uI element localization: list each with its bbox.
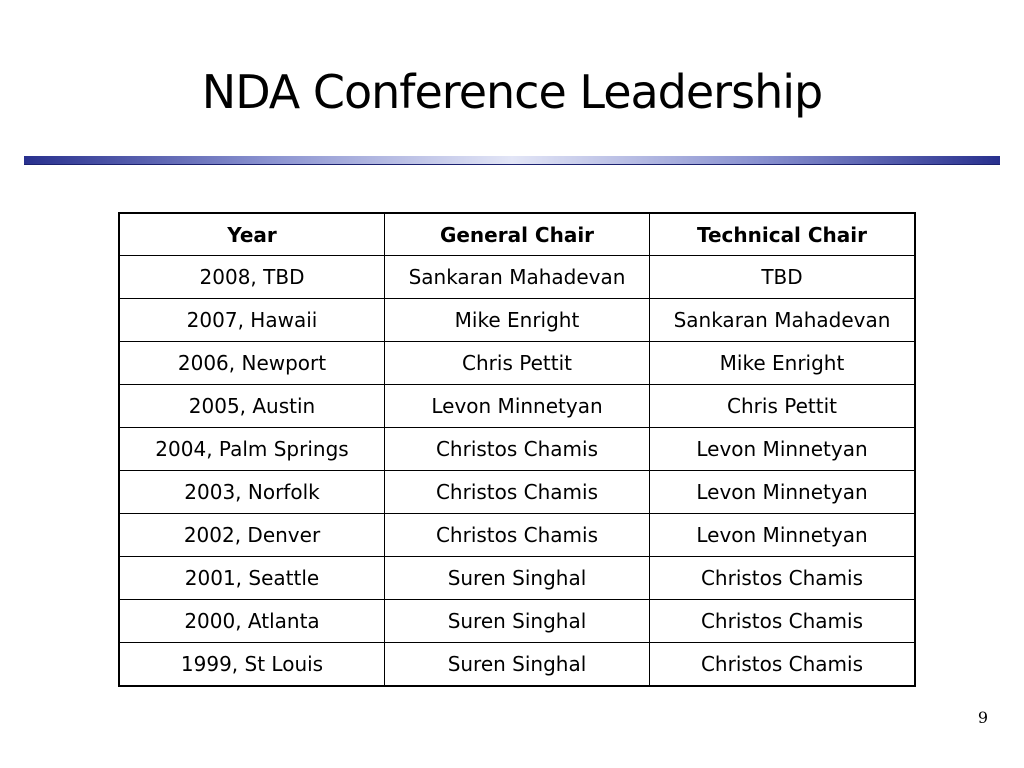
cell-technical-chair: Mike Enright [650, 342, 916, 385]
cell-general-chair: Chris Pettit [385, 342, 650, 385]
cell-general-chair: Suren Singhal [385, 600, 650, 643]
page-number: 9 [977, 708, 988, 727]
cell-technical-chair: Levon Minnetyan [650, 428, 916, 471]
cell-technical-chair: Sankaran Mahadevan [650, 299, 916, 342]
cell-technical-chair: Levon Minnetyan [650, 514, 916, 557]
header-technical-chair: Technical Chair [650, 213, 916, 256]
cell-technical-chair: Christos Chamis [650, 643, 916, 687]
table-row [119, 643, 915, 687]
cell-technical-chair: Christos Chamis [650, 600, 916, 643]
cell-year: 2002, Denver [119, 514, 385, 557]
cell-general-chair: Mike Enright [385, 299, 650, 342]
table-row [119, 471, 915, 514]
header-general-chair: General Chair [385, 213, 650, 256]
cell-year: 2008, TBD [119, 256, 385, 299]
cell-technical-chair: Christos Chamis [650, 557, 916, 600]
table-row [119, 385, 915, 428]
table-header-row [119, 213, 915, 256]
table-row [119, 299, 915, 342]
slide-title: NDA Conference Leadership [201, 65, 823, 119]
table-row [119, 600, 915, 643]
cell-general-chair: Christos Chamis [385, 514, 650, 557]
cell-year: 2006, Newport [119, 342, 385, 385]
header-year: Year [119, 213, 385, 256]
cell-general-chair: Christos Chamis [385, 471, 650, 514]
cell-year: 2000, Atlanta [119, 600, 385, 643]
leadership-table [118, 212, 916, 687]
cell-general-chair: Sankaran Mahadevan [385, 256, 650, 299]
cell-year: 2004, Palm Springs [119, 428, 385, 471]
cell-year: 1999, St Louis [119, 643, 385, 687]
leadership-table-container [118, 212, 916, 687]
cell-technical-chair: Levon Minnetyan [650, 471, 916, 514]
table-row [119, 514, 915, 557]
table-row [119, 428, 915, 471]
cell-general-chair: Levon Minnetyan [385, 385, 650, 428]
cell-year: 2007, Hawaii [119, 299, 385, 342]
title-divider [24, 156, 1000, 164]
cell-technical-chair: Chris Pettit [650, 385, 916, 428]
cell-year: 2005, Austin [119, 385, 385, 428]
table-row [119, 342, 915, 385]
cell-general-chair: Suren Singhal [385, 557, 650, 600]
table-row [119, 256, 915, 299]
cell-year: 2003, Norfolk [119, 471, 385, 514]
cell-technical-chair: TBD [650, 256, 916, 299]
table-row [119, 557, 915, 600]
cell-general-chair: Suren Singhal [385, 643, 650, 687]
cell-year: 2001, Seattle [119, 557, 385, 600]
cell-general-chair: Christos Chamis [385, 428, 650, 471]
